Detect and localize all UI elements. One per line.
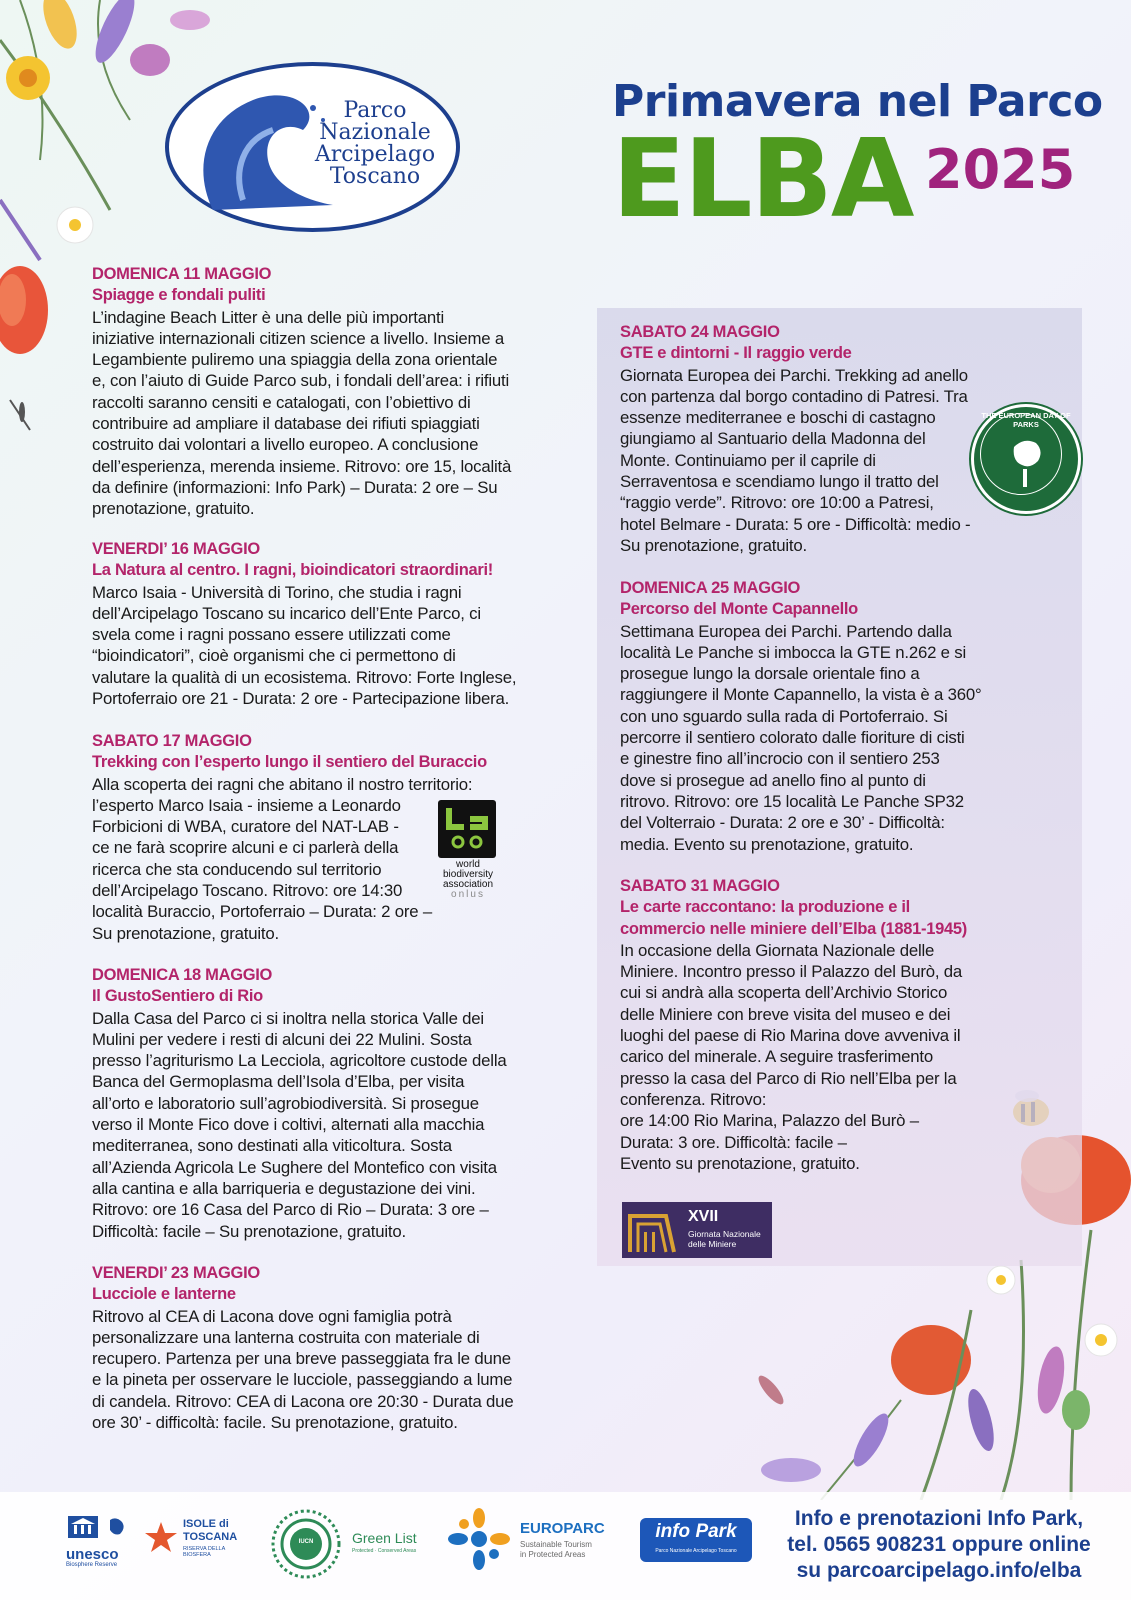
park-name-line: Arcipelago <box>314 142 436 167</box>
event-date: VENERDI’ 23 MAGGIO <box>92 1264 260 1282</box>
event-block <box>92 965 562 1242</box>
infopark-subtext: Parco Nazionale Arcipelago Toscano <box>655 1548 737 1554</box>
mines-day-logo <box>622 1202 772 1258</box>
mines-number: XVII <box>688 1208 719 1225</box>
park-name-line: Parco <box>343 98 407 123</box>
event-block <box>92 264 562 520</box>
event-title: Spiagge e fondali puliti <box>92 286 266 305</box>
event-body: Settimana Europea dei Parchi. Partendo dalla località Le Panche si imbocca la GTE n.262 e si prosegue lungo la dorsale orientale fino a raggiungere il Monte Capannello, la vista è a 360° con uno sguardo sulla rada di Portoferraio. Si percorre il sentiero colorato dalle fioriture di cisti e ginestre fino all’incrocio con il sentiero 253 dove si prosegue ad anello fino al punto di ritrovo. Ritrovo: ore 15 località Le Panche SP32 del Volterraio - Durata: 2 ore e 30’ - Difficoltà: media. Evento su prenotazione, gratuito. <box>620 621 982 854</box>
footer <box>0 1492 1131 1600</box>
event-title: Le carte raccontano: la produzione e il commercio nelle miniere dell’Elba (1881-1945) <box>620 898 967 938</box>
event-body: Alla scoperta dei ragni che abitano il nostro territorio: l’esperto Marco Isaia - insieme a Leonardo Forbicioni di WBA, curatore del NAT-LAB - ce ne farà scoprire alcuni e ci parlerà della ricerca che sta conducendo sul territorio dell’Arcipelago Toscano. Ritrovo: ore 14:30 località Buraccio, Portoferraio – Durata: 2 ore – Su prenotazione, gratuito. <box>92 774 473 943</box>
event-date: DOMENICA 18 MAGGIO <box>92 966 273 984</box>
event-body: In occasione della Giornata Nazionale delle Miniere. Incontro presso il Palazzo del Burò, da cui si andrà alla scoperta dell’Archivio Storico delle Miniere con breve visita del museo e dei luoghi del paese di Rio Marina dove avveniva il carico del minerale. A seguire trasferimento presso la casa del Parco di Rio nell’Elba per la conferenza. Ritrovo: ore 14:00 Rio Marina, Palazzo del Burò – Durata: 3 ore. Difficoltà: facile – Evento su prenotazione, gratuito. <box>620 940 963 1173</box>
event-body: Dalla Casa del Parco ci si inoltra nella storica Valle dei Mulini per vedere i resti di alcuni dei 22 Mulini. Sosta presso l’agriturismo La Lecciola, agricoltore custode della Banca del Germoplasma dell’Isola d’Elba, per visita all’orto e laboratorio sull’agrobiodiversità. Si prosegue verso il Monte Fico dove i coltivi, alternati alla macchia mediterranea, sono destinati alla viticoltura. Sosta all’Azienda Agricola Le Sughere del Montefico con visita alla cantina e alla barriqueria e degustazione dei vini. Ritrovo: ore 16 Casa del Parco di Rio – Durata: 3 ore – Difficoltà: facile – Su prenotazione, gratuito. <box>92 1008 507 1241</box>
event-title: Il GustoSentiero di Rio <box>92 987 263 1006</box>
iucn-green-list-logo <box>270 1508 430 1584</box>
wba-line: onlus <box>451 889 485 900</box>
isole-toscana-logo <box>143 1516 243 1572</box>
unesco-subtext: Biosphere Reserve <box>66 1562 118 1568</box>
europarc-logo <box>446 1506 616 1586</box>
green-list-text: Green List <box>352 1530 417 1546</box>
event-date: DOMENICA 11 MAGGIO <box>92 265 272 283</box>
infopark-logo <box>640 1518 752 1562</box>
event-body: Giornata Europea dei Parchi. Trekking ad anello con partenza dal borgo contadino di Patresi. Tra essenze mediterranee e boschi di castagno giungiamo al Santuario della Madonna del Monte. Continuiamo per il caprile di Serraventosa e scendiamo lungo il tratto del “raggio verde”. Ritrovo: ore 10:00 a Patresi, hotel Belmare - Durata: 5 ore - Difficoltà: medio - Su prenotazione, gratuito. <box>620 365 971 555</box>
wba-line: biodiversity <box>442 869 494 880</box>
wba-icon <box>438 800 496 858</box>
badge-label: THE EUROPEAN DAY OF PARKS <box>981 411 1071 429</box>
unesco-temple-icon <box>66 1514 138 1542</box>
event-block <box>92 539 562 709</box>
event-date: VENERDI’ 16 MAGGIO <box>92 540 260 558</box>
event-title: La Natura al centro. I ragni, bioindicatori straordinari! <box>92 561 493 580</box>
title-year: 2025 <box>925 138 1076 201</box>
event-body: L’indagine Beach Litter è una delle più importanti iniziative internazionali citizen science a livello. Insieme a Legambiente puliremo una spiaggia della zona orientale e, con l’aiuto di Guide Parco sub, i fondali dell’area: i rifiuti raccolti saranno censiti e catalogati, con l’obiettivo di contribuire ad ampliare il database dei rifiuti spiaggiati costruito dai volontari a livello europeo. A conclusione dell’esperienza, merenda insieme. Ritrovo: ore 15, località da definire (informazioni: Info Park) – Durata: 2 ore – Su prenotazione, gratuito. <box>92 307 512 519</box>
park-logo <box>165 62 460 232</box>
page-title: Primavera nel Parco <box>612 76 1103 127</box>
unesco-logo <box>66 1514 138 1574</box>
event-title: Trekking con l’esperto lungo il sentiero del Buraccio <box>92 753 487 772</box>
iucn-text: IUCN <box>298 1539 314 1545</box>
park-name <box>300 100 450 188</box>
event-date: SABATO 24 MAGGIO <box>620 323 780 341</box>
event-title: Lucciole e lanterne <box>92 1285 236 1304</box>
park-name-line: Toscano <box>329 164 421 189</box>
title-elba: ELBA <box>612 117 913 242</box>
event-date: SABATO 31 MAGGIO <box>620 877 780 895</box>
contact-info: Info e prenotazioni Info Park, tel. 0565 908231 oppure online su parcoarcipelago.info/elba <box>787 1507 1091 1582</box>
event-date: SABATO 17 MAGGIO <box>92 732 252 750</box>
event-title: Percorso del Monte Capannello <box>620 600 858 619</box>
event-title: GTE e dintorni - Il raggio verde <box>620 344 852 363</box>
mine-entrance-icon <box>622 1202 682 1258</box>
event-block <box>620 578 1040 855</box>
infopark-text: info Park <box>655 1521 737 1542</box>
europarc-star-icon <box>446 1506 512 1572</box>
wba-line: association <box>442 879 494 890</box>
wba-line: world <box>456 859 480 870</box>
wba-logo <box>438 800 498 900</box>
green-list-subtext: Protected · Conserved Areas <box>352 1548 417 1554</box>
event-block <box>92 1263 562 1433</box>
park-name-line: Nazionale <box>319 120 431 145</box>
wba-text <box>438 860 498 900</box>
event-body: Marco Isaia - Università di Torino, che studia i ragni dell’Arcipelago Toscano su incarico dell’Ente Parco, ci svela come i ragni possano essere utilizzati come “bioindicatori”, cioè organismi che ci permettono di valutare la qualità di un ecosistema. Ritrovo: Forte Inglese, Portoferraio ore 21 - Durata: 2 ore - Partecipazione libera. <box>92 582 517 709</box>
europarc-text: EUROPARC <box>520 1520 605 1537</box>
isole-subtext: RISERVA DELLA BIOSFERA <box>183 1546 225 1558</box>
europarc-subtext: Sustainable Tourism in Protected Areas <box>520 1540 592 1559</box>
event-body: Ritrovo al CEA di Lacona dove ogni famiglia potrà personalizzare una lanterna costruita con materiale di recupero. Partenza per una breve passeggiata fra le dune e la pineta per osservare le lucciole, passeggiando a lume di candela. Ritrovo: CEA di Lacona ore 20:30 - Durata due ore 30’ - difficoltà: facile. Su prenotazione, gratuito. <box>92 1306 514 1433</box>
unesco-text: unesco <box>66 1546 119 1563</box>
event-block <box>620 876 1040 1174</box>
event-date: DOMENICA 25 MAGGIO <box>620 579 801 597</box>
star-icon <box>143 1520 179 1556</box>
isole-text: ISOLE di TOSCANA <box>183 1518 238 1543</box>
mines-text: Giornata Nazionale delle Miniere <box>688 1229 761 1249</box>
european-day-of-parks-logo <box>971 404 1081 514</box>
